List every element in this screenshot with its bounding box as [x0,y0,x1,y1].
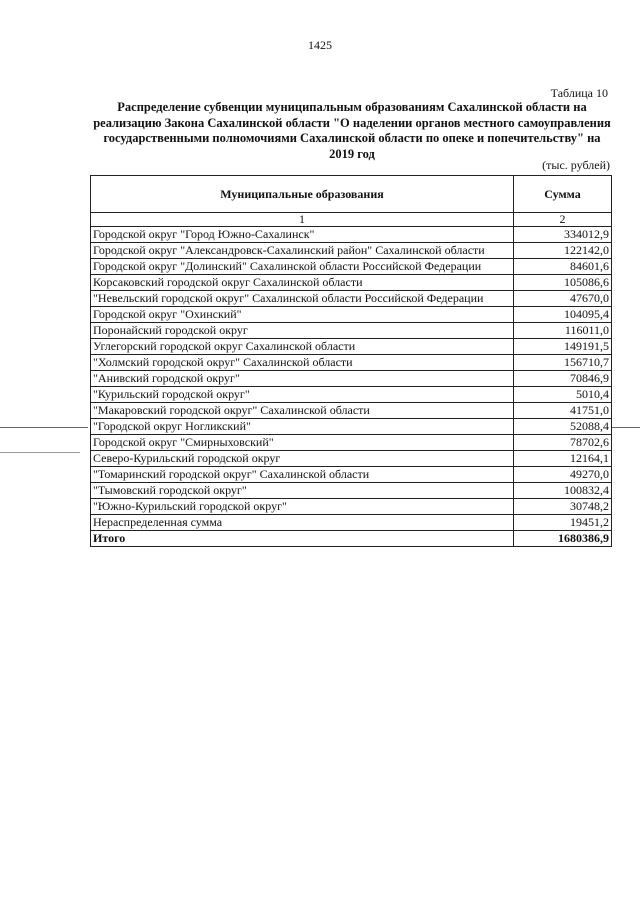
municipality-name: "Тымовский городской округ" [91,483,514,499]
table-row [91,451,612,467]
subvention-sum: 100832,4 [514,483,612,499]
table-label: Таблица 10 [550,86,608,100]
header-municipality: Муниципальные образования [91,176,514,213]
subvention-table [90,175,612,547]
municipality-name: Городской округ "Александровск-Сахалинский район" Сахалинской области [91,243,514,259]
municipality-name: "Анивский городской округ" [91,371,514,387]
subvention-sum: 104095,4 [514,307,612,323]
document-title: Распределение субвенции муниципальным образованиям Сахалинской области на реализацию Закона Сахалинской области "О наделении органов местного самоуправления государственными полномочиями Сахалинской области по опеке и попечительству" на 2019 год [93,100,611,161]
total-label: Итого [91,531,514,547]
table-row [91,275,612,291]
table-row [91,259,612,275]
municipality-name: "Южно-Курильский городской округ" [91,499,514,515]
table-header-row [91,176,612,213]
header-sum: Сумма [514,176,612,213]
scan-artifact-line [0,452,80,453]
subvention-sum: 12164,1 [514,451,612,467]
subvention-sum: 41751,0 [514,403,612,419]
subvention-sum: 122142,0 [514,243,612,259]
table-row [91,339,612,355]
subvention-sum: 49270,0 [514,467,612,483]
municipality-name: Корсаковский городской округ Сахалинской области [91,275,514,291]
municipality-name: Городской округ "Охинский" [91,307,514,323]
municipality-name: Городской округ "Долинский" Сахалинской области Российской Федерации [91,259,514,275]
table-row [91,403,612,419]
column-number-1: 1 [91,213,514,227]
subvention-sum: 70846,9 [514,371,612,387]
subvention-sum: 84601,6 [514,259,612,275]
table-row [91,483,612,499]
table-row [91,419,612,435]
subvention-sum: 5010,4 [514,387,612,403]
total-sum: 1680386,9 [514,531,612,547]
subvention-sum: 105086,6 [514,275,612,291]
table-row [91,243,612,259]
table-row [91,291,612,307]
table-row [91,515,612,531]
municipality-name: "Курильский городской округ" [91,387,514,403]
subvention-sum: 30748,2 [514,499,612,515]
table-row [91,307,612,323]
subvention-sum: 19451,2 [514,515,612,531]
subvention-sum: 156710,7 [514,355,612,371]
table-row [91,371,612,387]
municipality-name: Городской округ "Смирныховский" [91,435,514,451]
municipality-name: Углегорский городской округ Сахалинской области [91,339,514,355]
column-number-2: 2 [514,213,612,227]
table-row [91,227,612,243]
municipality-name: Городской округ "Город Южно-Сахалинск" [91,227,514,243]
municipality-name: "Холмский городской округ" Сахалинской области [91,355,514,371]
municipality-name: "Томаринский городской округ" Сахалинской области [91,467,514,483]
scan-artifact-line [0,427,88,428]
table-row [91,499,612,515]
subvention-sum: 149191,5 [514,339,612,355]
municipality-name: Поронайский городской округ [91,323,514,339]
total-row [91,531,612,547]
subvention-sum: 78702,6 [514,435,612,451]
units-label: (тыс. рублей) [542,158,610,172]
subvention-sum: 116011,0 [514,323,612,339]
municipality-name: "Невельский городской округ" Сахалинской области Российской Федерации [91,291,514,307]
table-row [91,355,612,371]
municipality-name: "Макаровский городской округ" Сахалинской области [91,403,514,419]
table-row [91,435,612,451]
municipality-name: Северо-Курильский городской округ [91,451,514,467]
municipality-name: "Городской округ Ногликский" [91,419,514,435]
table-row [91,387,612,403]
table-row [91,323,612,339]
subvention-sum: 47670,0 [514,291,612,307]
page-number: 1425 [308,38,332,52]
scan-artifact-line [612,427,640,428]
column-number-row [91,213,612,227]
subvention-sum: 52088,4 [514,419,612,435]
subvention-sum: 334012,9 [514,227,612,243]
table-row [91,467,612,483]
municipality-name: Нераспределенная сумма [91,515,514,531]
